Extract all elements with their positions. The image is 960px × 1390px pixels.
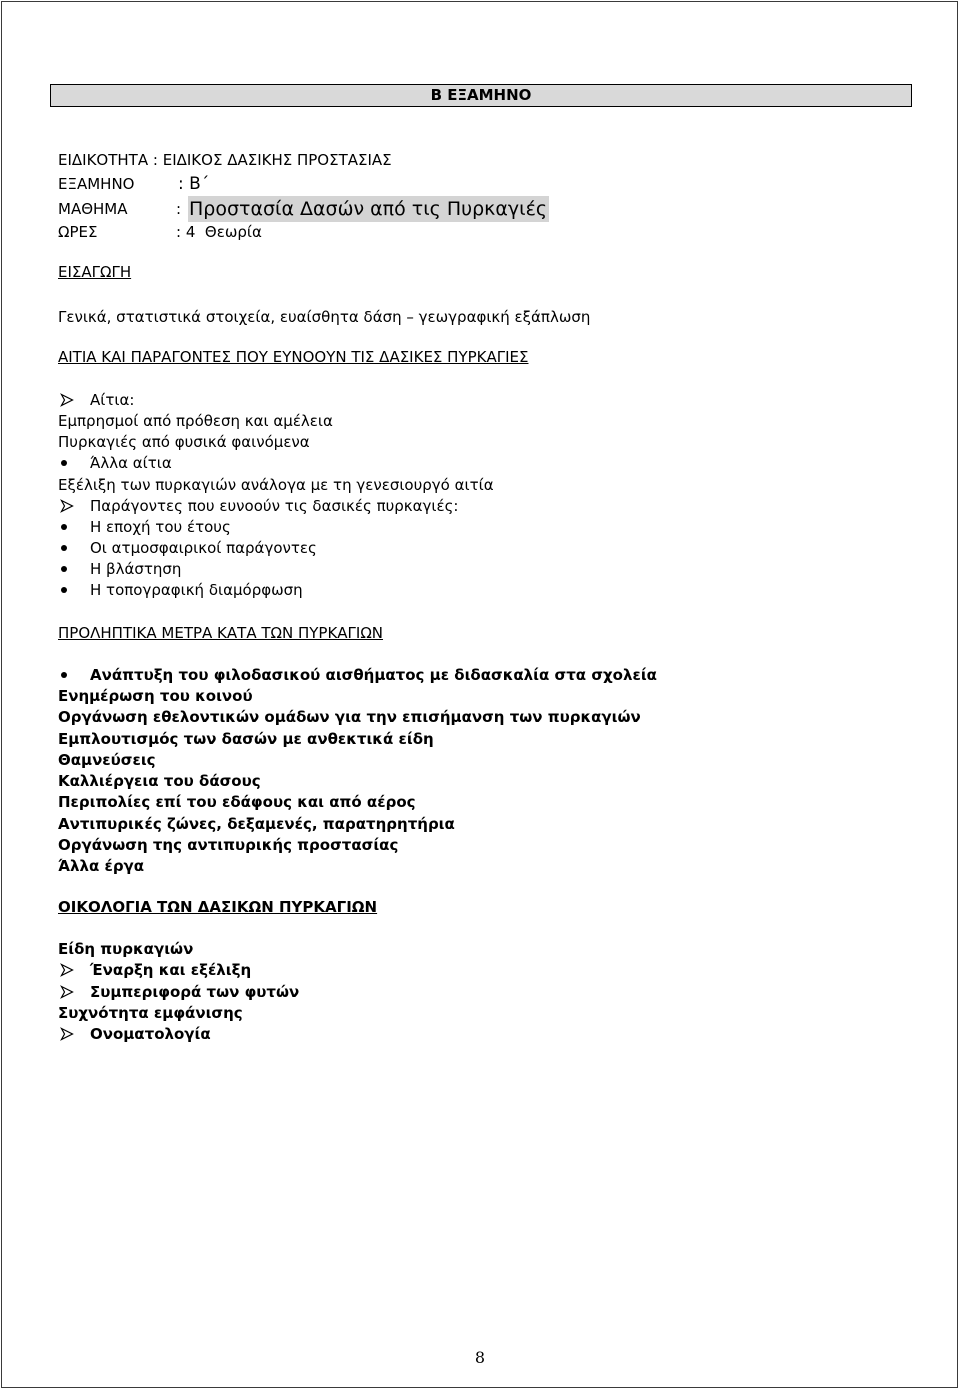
dot-bullet-icon [58, 538, 90, 558]
prevention-item: Θαμνεύσεις [58, 751, 156, 769]
hours-value: : 4 Θεωρία [176, 223, 262, 241]
semester-header-bar: Β ΕΞΑΜΗΝΟ [50, 84, 912, 107]
causes-item-label: Παράγοντες που ευνοούν τις δασικές πυρκαγιές: [90, 497, 459, 515]
arrow-bullet-icon [58, 1024, 90, 1044]
causes-item [58, 538, 317, 558]
causes-item [58, 390, 134, 410]
causes-item-label: Οι ατμοσφαιρικοί παράγοντες [90, 539, 317, 557]
semester-value: : Β΄ [178, 174, 210, 194]
prevention-item: Ενημέρωση του κοινού [58, 687, 253, 705]
prevention-item: Καλλιέργεια του δάσους [58, 772, 261, 790]
causes-item [58, 496, 458, 516]
ecology-item-label: Έναρξη και εξέλιξη [90, 961, 252, 979]
dot-bullet-icon [58, 559, 90, 579]
arrow-bullet-icon [58, 982, 90, 1002]
arrow-bullet-icon [58, 496, 90, 516]
prevention-item: Άλλα έργα [58, 857, 145, 875]
dot-bullet-icon [58, 517, 90, 537]
prevention-item: Οργάνωση της αντιπυρικής προστασίας [58, 836, 399, 854]
introduction-line: Γενικά, στατιστικά στοιχεία, ευαίσθητα δάση – γεωγραφική εξάπλωση [58, 308, 591, 326]
ecology-item-label: Συμπεριφορά των φυτών [90, 983, 300, 1001]
causes-item-label: Η τοπογραφική διαμόρφωση [90, 581, 303, 599]
arrow-bullet-icon [58, 960, 90, 980]
causes-item: Εμπρησμοί από πρόθεση και αμέλεια [58, 412, 333, 430]
ecology-item: Είδη πυρκαγιών [58, 940, 194, 958]
causes-item: Πυρκαγιές από φυσικά φαινόμενα [58, 433, 310, 451]
causes-heading: ΑΙΤΙΑ ΚΑΙ ΠΑΡΑΓΟΝΤΕΣ ΠΟΥ ΕΥΝΟΟΥΝ ΤΙΣ ΔΑΣΙΚΕΣ ΠΥΡΚΑΓΙΕΣ [58, 348, 529, 366]
course-title: Προστασία Δασών από τις Πυρκαγιές [189, 198, 547, 220]
course-label: ΜΑΘΗΜΑ [58, 200, 128, 218]
page-number: 8 [474, 1348, 486, 1367]
causes-item [58, 453, 172, 473]
dot-bullet-icon [58, 453, 90, 473]
introduction-heading: ΕΙΣΑΓΩΓΗ [58, 263, 132, 281]
specialty-row [58, 150, 392, 170]
prevention-item: Περιπολίες επί του εδάφους και από αέρος [58, 793, 416, 811]
dot-bullet-icon [58, 580, 90, 600]
causes-item-label: Η βλάστηση [90, 560, 182, 578]
prevention-heading: ΠΡΟΛΗΠΤΙΚΑ ΜΕΤΡΑ ΚΑΤΑ ΤΩΝ ΠΥΡΚΑΓΙΩΝ [58, 624, 384, 642]
prevention-item: Οργάνωση εθελοντικών ομάδων για την επισήμανση των πυρκαγιών [58, 708, 641, 726]
course-separator: : [176, 200, 182, 218]
prevention-item [58, 665, 657, 685]
causes-item [58, 517, 231, 537]
specialty-value: : ΕΙΔΙΚΟΣ ΔΑΣΙΚΗΣ ΠΡΟΣΤΑΣΙΑΣ [152, 151, 392, 169]
causes-item [58, 580, 303, 600]
prevention-item: Εμπλουτισμός των δασών με ανθεκτικά είδη [58, 730, 434, 748]
ecology-item [58, 1024, 211, 1044]
specialty-label: ΕΙΔΙΚΟΤΗΤΑ [58, 151, 149, 169]
semester-label: ΕΞΑΜΗΝΟ [58, 175, 135, 193]
arrow-bullet-icon [58, 390, 90, 410]
causes-item: Εξέλιξη των πυρκαγιών ανάλογα με τη γενεσιουργό αιτία [58, 476, 494, 494]
ecology-item [58, 960, 251, 980]
dot-bullet-icon [58, 665, 90, 685]
hours-label: ΩΡΕΣ [58, 223, 98, 241]
ecology-heading: ΟΙΚΟΛΟΓΙΑ ΤΩΝ ΔΑΣΙΚΩΝ ΠΥΡΚΑΓΙΩΝ [58, 898, 378, 916]
causes-item-label: Άλλα αίτια [90, 454, 172, 472]
causes-item [58, 559, 181, 579]
ecology-item: Συχνότητα εμφάνισης [58, 1004, 243, 1022]
causes-item-label: Η εποχή του έτους [90, 518, 231, 536]
ecology-item [58, 982, 299, 1002]
prevention-item: Αντιπυρικές ζώνες, δεξαμενές, παρατηρητήρια [58, 815, 455, 833]
causes-item-label: Αίτια: [90, 391, 135, 409]
ecology-item-label: Ονοματολογία [90, 1025, 211, 1043]
prevention-item-label: Ανάπτυξη του φιλοδασικού αισθήματος με διδασκαλία στα σχολεία [90, 666, 657, 684]
